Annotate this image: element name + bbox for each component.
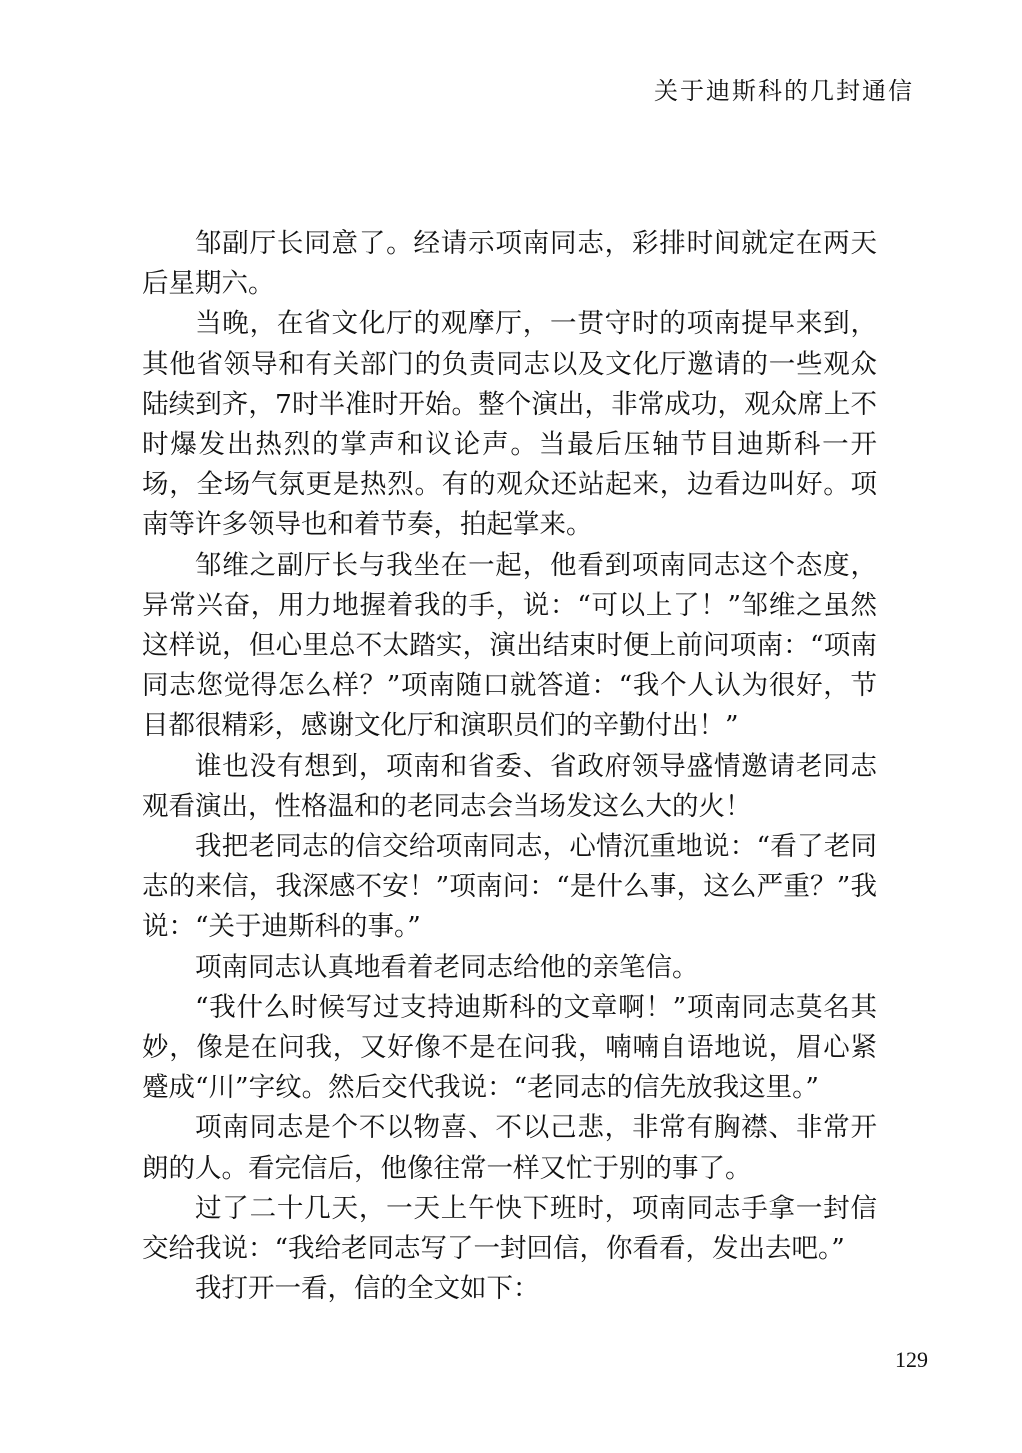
paragraph: 谁也没有想到，项南和省委、省政府领导盛情邀请老同志观看演出，性格温和的老同志会当场发这么大的火！ [142, 750, 877, 822]
paragraph: 当晚，在省文化厅的观摩厅，一贯守时的项南提早来到，其他省领导和有关部门的负责同志以及文化厅邀请的一些观众陆续到齐，7时半准时开始。整个演出，非常成功，观众席上不时爆发出热烈的掌声和议论声。当最后压轴节目迪斯科一开场，全场气氛更是热烈。有的观众还站起来，边看边叫好。项南等许多领导也和着节奏，拍起掌来。 [142, 308, 877, 541]
paragraph: 我把老同志的信交给项南同志，心情沉重地说：“看了老同志的来信，我深感不安！”项南问：“是什么事，这么严重？”我说：“关于迪斯科的事。” [142, 831, 877, 943]
page-number: 129 [895, 1347, 928, 1372]
paragraph: 项南同志认真地看着老同志给他的亲笔信。 [195, 951, 699, 983]
running-header-title: 关于迪斯科的几封通信 [654, 77, 914, 105]
paragraph: 我打开一看，信的全文如下： [195, 1273, 540, 1305]
paragraph: 邹维之副厅长与我坐在一起，他看到项南同志这个态度，异常兴奋，用力地握着我的手，说：“可以上了！”邹维之虽然这样说，但心里总不太踏实，演出结束时便上前问项南：“项南同志您觉得怎么样？”项南随口就答道：“我个人认为很好，节目都很精彩，感谢文化厅和演职员们的辛勤付出！” [142, 549, 877, 742]
paragraph: 项南同志是个不以物喜、不以己悲，非常有胸襟、非常开朗的人。看完信后，他像往常一样又忙于别的事了。 [142, 1112, 877, 1184]
paragraph: “我什么时候写过支持迪斯科的文章啊！”项南同志莫名其妙，像是在问我，又好像不是在问我，喃喃自语地说，眉心紧蹙成“川”字纹。然后交代我说：“老同志的信先放我这里。” [142, 991, 877, 1104]
body-text [142, 224, 877, 1309]
paragraph: 邹副厅长同意了。经请示项南同志，彩排时间就定在两天后星期六。 [142, 228, 877, 300]
paragraph: 过了二十几天，一天上午快下班时，项南同志手拿一封信交给我说：“我给老同志写了一封回信，你看看，发出去吧。” [142, 1192, 877, 1265]
